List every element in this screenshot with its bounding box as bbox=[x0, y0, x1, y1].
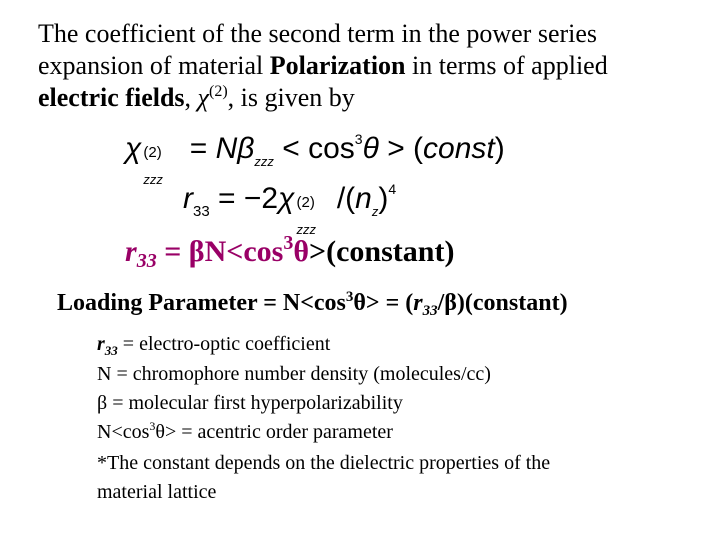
definition-constant-note: *The constant depends on the dielectric properties of the bbox=[97, 452, 551, 474]
def-order-pre: N<cos bbox=[97, 421, 150, 443]
loading-post: )(constant) bbox=[456, 290, 568, 316]
definition-constant-note-cont: material lattice bbox=[97, 481, 217, 503]
result-r: r bbox=[125, 235, 137, 268]
loading-beta: β bbox=[444, 290, 457, 316]
susceptibility-equation bbox=[125, 131, 505, 187]
loading-slash: / bbox=[437, 290, 445, 316]
def-r: r bbox=[97, 333, 105, 355]
eq1-N: N bbox=[215, 132, 238, 165]
loading-theta: θ bbox=[353, 290, 366, 316]
chi-order: (2) bbox=[208, 83, 228, 100]
def-beta-symbol: β bbox=[97, 392, 108, 414]
eq1-lt-cos: < cos bbox=[273, 132, 355, 165]
eq1-chi-order: (2) bbox=[143, 144, 162, 161]
intro-line-2-post: in terms of applied bbox=[405, 51, 608, 80]
def-r-sub: 33 bbox=[104, 343, 118, 358]
polarization-term: Polarization bbox=[269, 51, 406, 80]
loading-r-sub: 33 bbox=[422, 303, 438, 319]
eq1-beta: β bbox=[237, 132, 255, 165]
intro-paragraph bbox=[38, 18, 698, 118]
eq2-power: 4 bbox=[388, 181, 397, 197]
intro-line-3-post: , is given by bbox=[227, 83, 355, 112]
eq1-const: const bbox=[423, 132, 495, 165]
loading-power: 3 bbox=[345, 289, 354, 305]
result-power: 3 bbox=[283, 232, 294, 254]
def-order-power: 3 bbox=[149, 419, 156, 433]
loading-r: r bbox=[413, 290, 423, 316]
intro-separator: , bbox=[184, 83, 198, 112]
definitions-list bbox=[97, 330, 697, 507]
eq2-n-sub: z bbox=[371, 204, 379, 219]
def-beta-text: = molecular first hyperpolarizability bbox=[107, 392, 403, 414]
definition-order-parameter bbox=[97, 418, 697, 449]
result-theta: θ bbox=[293, 235, 310, 268]
def-r-text: = electro-optic coefficient bbox=[117, 333, 331, 355]
definition-r33 bbox=[97, 330, 697, 360]
def-order-theta: θ bbox=[155, 421, 165, 443]
eq1-close: ) bbox=[494, 132, 505, 165]
electric-fields-term: electric fields bbox=[38, 83, 185, 112]
intro-line-1: The coefficient of the second term in the power series bbox=[38, 19, 598, 48]
result-beta: β bbox=[188, 235, 205, 268]
definition-N: N = chromophore number density (molecules/cc) bbox=[97, 363, 491, 385]
chi-symbol: χ bbox=[197, 83, 209, 112]
eq2-n: n bbox=[355, 182, 372, 215]
eq1-power: 3 bbox=[354, 131, 363, 147]
loading-parameter bbox=[57, 290, 568, 317]
eq2-chi-order: (2) bbox=[296, 194, 315, 211]
result-ncos: N<cos bbox=[204, 235, 284, 268]
eq2-r-sub: 33 bbox=[193, 203, 210, 220]
result-r-sub: 33 bbox=[136, 250, 157, 272]
eq2-r: r bbox=[183, 182, 193, 215]
eq2-chi: χ bbox=[278, 182, 295, 215]
loading-mid: > = ( bbox=[365, 290, 414, 316]
eq2-equals: = −2 bbox=[209, 182, 279, 215]
result-tail: >(constant) bbox=[309, 235, 455, 268]
loading-pre: Loading Parameter = N<cos bbox=[57, 290, 346, 316]
eq1-chi: χ bbox=[125, 132, 142, 165]
intro-line-2-pre: expansion of material bbox=[38, 51, 270, 80]
eq1-chi-sub: zzz bbox=[143, 172, 163, 187]
eq1-gt: > ( bbox=[378, 132, 424, 165]
eq2-close: ) bbox=[378, 182, 389, 215]
eq2-slash: /( bbox=[328, 182, 356, 215]
def-order-text: > = acentric order parameter bbox=[164, 421, 393, 443]
result-equation bbox=[125, 232, 455, 272]
eq1-equals: = bbox=[181, 132, 216, 165]
eq2-chi-sub: zzz bbox=[296, 222, 316, 237]
result-equals: = bbox=[156, 235, 189, 268]
eq1-beta-sub: zzz bbox=[254, 154, 274, 169]
eq1-theta: θ bbox=[362, 132, 379, 165]
definition-beta bbox=[97, 389, 697, 418]
r33-equation bbox=[183, 181, 397, 237]
